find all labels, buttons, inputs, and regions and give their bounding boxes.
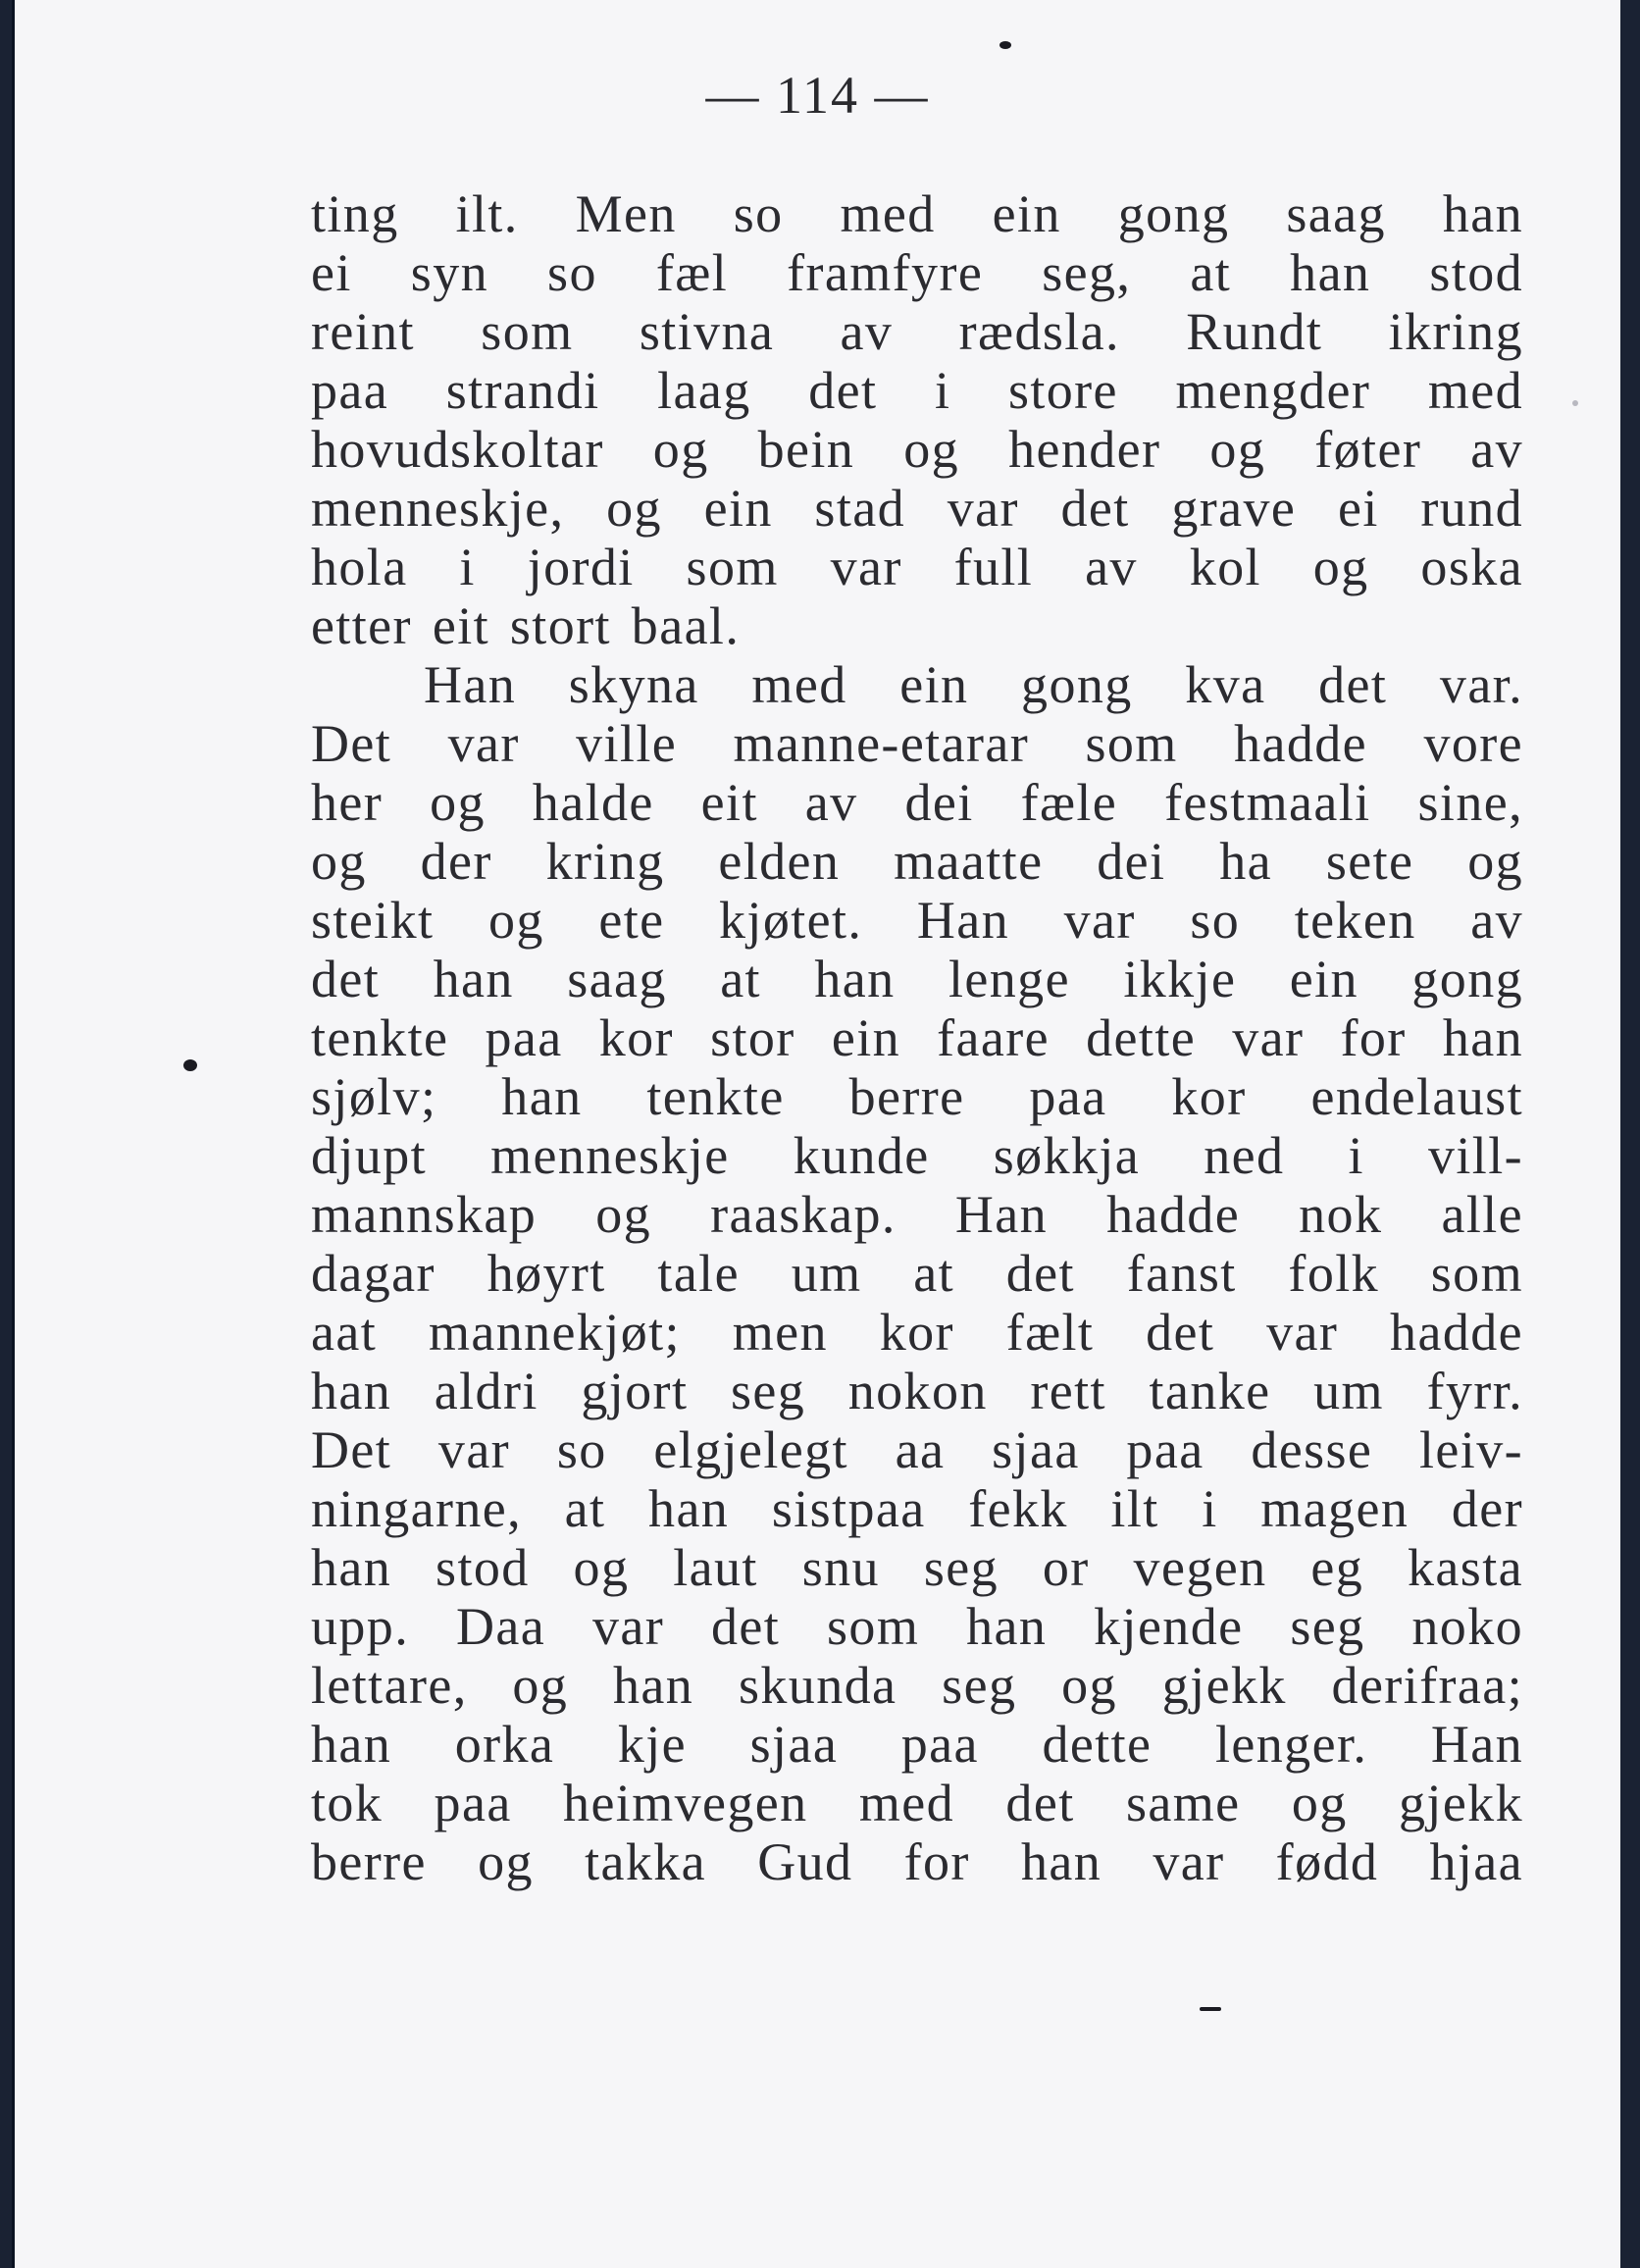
text-line: djupt menneskje kunde søkkja ned i vill- <box>311 1126 1523 1185</box>
text-line: og der kring elden maatte dei ha sete og <box>311 832 1523 891</box>
ink-speck <box>999 41 1011 49</box>
text-line: Det var ville manne-etarar som hadde vore <box>311 714 1523 773</box>
text-line: tok paa heimvegen med det same og gjekk <box>311 1774 1523 1832</box>
text-line: etter eit stort baal. <box>311 596 741 655</box>
body-text <box>311 184 1523 1891</box>
text-line: reint som stivna av rædsla. Rundt ikring <box>311 302 1523 361</box>
text-line: hovudskoltar og bein og hender og føter av <box>311 420 1523 479</box>
text-line: ei syn so fæl framfyre seg, at han stod <box>311 243 1523 302</box>
text-line: hola i jordi som var full av kol og oska <box>311 538 1523 596</box>
text-line: menneskje, og ein stad var det grave ei rund <box>311 479 1523 538</box>
book-page <box>12 0 1620 2268</box>
text-line: mannskap og raaskap. Han hadde nok alle <box>311 1185 1523 1244</box>
text-line: berre og takka Gud for han var fødd hjaa <box>311 1832 1523 1891</box>
ink-speck <box>1200 2007 1221 2011</box>
ink-speck <box>1572 400 1578 406</box>
text-line: sjølv; han tenkte berre paa kor endelaust <box>311 1067 1523 1126</box>
text-line: aat mannekjøt; men kor fælt det var hadde <box>311 1303 1523 1362</box>
text-line: det han saag at han lenge ikkje ein gong <box>311 950 1523 1008</box>
text-line: ting ilt. Men so med ein gong saag han <box>311 184 1523 243</box>
text-line: Det var so elgjelegt aa sjaa paa desse leiv- <box>311 1420 1523 1479</box>
page-number: — 114 — <box>705 66 930 125</box>
text-line: paa strandi laag det i store mengder med <box>311 361 1523 420</box>
text-line: han orka kje sjaa paa dette lenger. Han <box>311 1715 1523 1774</box>
text-line: lettare, og han skunda seg og gjekk derifraa; <box>311 1656 1523 1715</box>
text-line: steikt og ete kjøtet. Han var so teken av <box>311 891 1523 950</box>
text-line: ningarne, at han sistpaa fekk ilt i magen der <box>311 1479 1523 1538</box>
text-line: her og halde eit av dei fæle festmaali sine, <box>311 773 1523 832</box>
text-line: tenkte paa kor stor ein faare dette var for han <box>311 1008 1523 1067</box>
ink-speck <box>183 1059 197 1071</box>
text-line: dagar høyrt tale um at det fanst folk som <box>311 1244 1523 1303</box>
text-line: han aldri gjort seg nokon rett tanke um fyrr. <box>311 1362 1523 1420</box>
text-line: upp. Daa var det som han kjende seg noko <box>311 1597 1523 1656</box>
text-line: Han skyna med ein gong kva det var. <box>424 655 1523 714</box>
text-line: han stod og laut snu seg or vegen eg kasta <box>311 1538 1523 1597</box>
